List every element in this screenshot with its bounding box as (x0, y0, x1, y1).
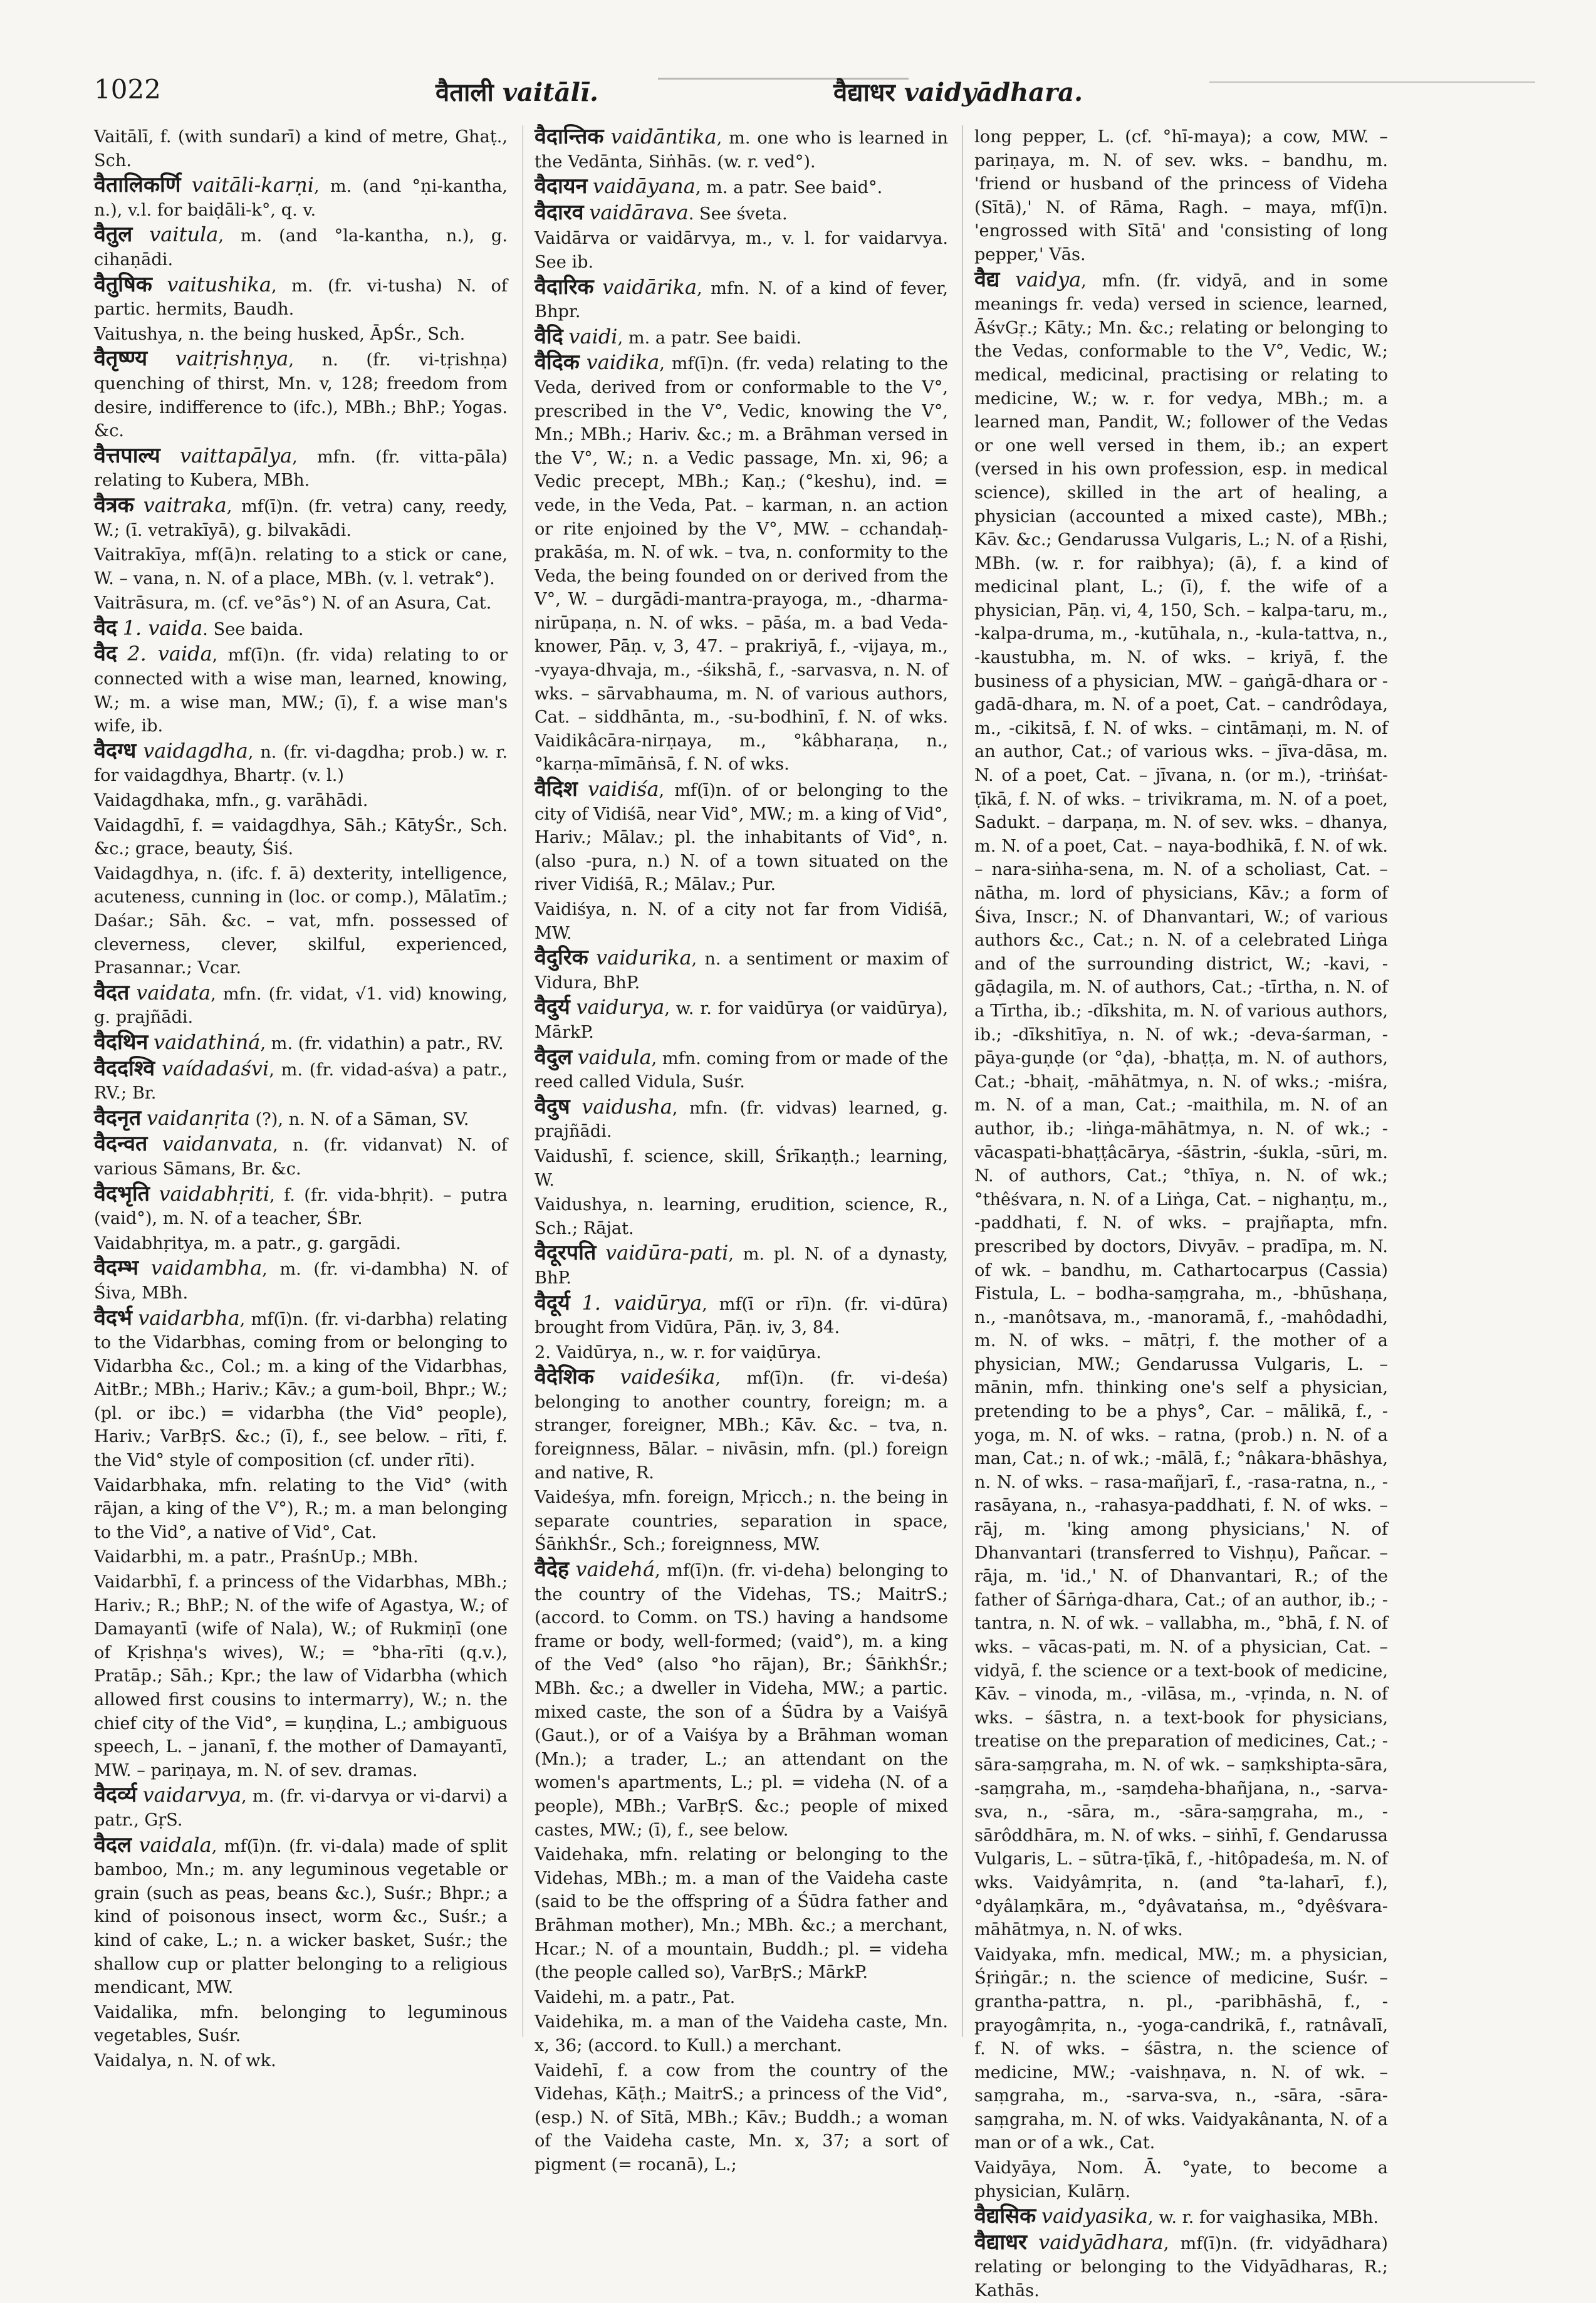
entry-definition: , mf(ī)n. (fr. vi-darbha) relating to the Vidarbhas, coming from or belonging to Vidarbha &c., Col.; m. a king of the Vidarbhas, AitBr.; MBh.; Hariv.; Kāv.; a gum-boil, Bhpr.; W.; (pl. or ibc.) = vidarbha (the Vid° people), Hariv.; VarBṛS. &c.; (ī), f., see below. – rīti, f. the Vid° style of composition (cf. under rīti). (94, 1309, 508, 1471)
entry-definition: , mfn. (fr. vidyā, and in some meanings fr. veda) versed in science, learned, ĀśvGṛ.; Kāty.; Mn. &c.; relating or belonging to the Vedas, conformable to the V°, Vedic, W.; medical, medicinal, practising or relating to medicine, W.; w. r. for vedya, MBh.; m. a learned man, Pandit, W.; follower of the Vedas or one well versed in them, ib.; an expert (versed in his own profession, esp. in medical science), skilled in the art of healing, a physician (accounted a mixed caste), MBh.; Kāv. &c.; Gendarussa Vulgaris, L.; N. of a Ṛishi, MBh. (w. r. for raibhya); (ā), f. a kind of medicinal plant, L.; (ī), f. the wife of a physician, Pāṇ. vi, 4, 150, Sch. – kalpa-taru, m., -kalpa-druma, m., -kutūhala, n., -kula-tattva, n., -kaustubha, m. N. of wks. – kriyā, f. the business of a physician, MW. – gaṅgā-dhara or -gadā-dhara, m. N. of a poet, Cat. – candrôdaya, m., -cikitsā, f. N. of wks. – cintāmaṇi, m. N. of an author, Cat.; of various wks. – jīva-dāsa, m. N. of a poet, Cat. – jīvana, n. (or m.), -triṅśat-ṭīkā, f. N. of wks. – trivikrama, m. N. of a poet, Sadukt. – darpaṇa, m. N. of sev. wks. – dhanya, m. N. of a poet, Cat. – naya-bodhikā, f. N. of wk. – nara-siṅha-sena, m. N. of a scholiast, Cat. – nātha, m. lord of physicians, Kāv.; a form of Śiva, Inscr.; N. of Dhanvantari, W.; of various authors &c., Cat.; n. N. of a celebrated Liṅga and of the surrounding district, W.; -kavi, -gāḍagila, m. N. of authors, Cat.; -tīrtha, n. N. of a Tīrtha, ib.; -dīkshita, m. N. of various authors, ib.; -dīkshitīya, n. N. of wk.; -deva-śarman, -pāya-guṇḍe (or °ḍa), -bhaṭṭa, m. N. of authors, Cat.; -bhaiṭ, -māhātmya, n. N. of wks.; -miśra, m. N. of a man, Cat.; -maithila, m. N. of an author, ib.; -liṅga-māhātmya, n. N. of wk.; -vācaspati-bhaṭṭâcārya, -śāstrin, -śukla, -sūri, m. N. of authors, Cat.; °thīya, n. N. of wk.; °thêśvara, n. N. of a Liṅga, Cat. – nighaṇṭu, m., -paddhati, f. N. of wks. – prajñapta, mfn. prescribed by doctors, Divyāv. – pradīpa, m. N. of wk. – bandhu, m. Cathartocarpus (Cassia) Fistula, L. – bodha-saṃgraha, m., -bhūshaṇa, n., -manôtsava, m., -manoramā, f., -mahôdadhi, m. N. of wks. – mātṛi, f. the mother of a physician, MW.; Gendarussa Vulgaris, L. – mānin, mfn. thinking one's self a physician, pretending to be a phys°, Car. – mālikā, f., -yoga, m. N. of wks. – ratna, (prob.) n. N. of a man, Cat.; n. of wk.; -mālā, f.; °nâkara-bhāshya, n. N. of wks. – rasa-mañjarī, f., -rasa-ratna, n., -rasāyana, n., -rahasya-paddhati, f. N. of wks. – rāj, m. 'king among physicians,' N. of Dhanvantari (transferred to Vishṇu), Pañcar. – rāja, m. 'id.,' N. of Dhanvantari, R.; of the father of Śārṅga-dhara, Cat.; of an author, ib.; -tantra, n. N. of wk. – vallabha, m., °bhā, f. N. of wks. – vācas-pati, m. N. of a physician, Cat. – vidyā, f. the science or a text-book of medicine, Kāv. – vinoda, m., -vilāsa, m., -vṛinda, n. N. of wks. – śāstra, n. a text-book for physicians, treatise on the preparation of medicines, Cat.; -sāra-saṃgraha, m. N. of wk. – saṃkshipta-sāra, -saṃgraha, m., -saṃdeha-bhañjana, n., -sarva-sva, n., -sāra, m., -sāra-saṃgraha, m., -sārôddhāra, m. N. of wks. – siṅhī, f. Gendarussa Vulgaris, L. – sūtra-ṭīkā, f., -hitôpadeśa, m. N. of wks. Vaidyâmṛita, n. (and °ta-laharī, f.), °dyâlaṃkāra, m., °dyâvataṅsa, m., °dyêśvara-māhātmya, n. N. of wks. (974, 271, 1388, 1940)
entry-definition: , m. (and °la-kantha, n.), g. cihaṇādi. (94, 226, 508, 269)
entry-headword-devanagari: वैदग्ध (94, 738, 137, 763)
entry-definition: Vaidushī, f. science, skill, Śrīkaṇṭh.; learning, W. (535, 1146, 948, 1190)
entry-headword-devanagari: वैदारव (535, 199, 584, 225)
left-headword-transliteration: vaitālī. (502, 78, 598, 107)
entry-definition: Vaidārva or vaidārvya, m., v. l. for vaidarvya. See ib. (535, 229, 948, 272)
dictionary-entry (974, 1943, 1388, 2155)
dictionary-entry (94, 814, 508, 861)
entry-definition: Vaidarbhi, m. a patr., PraśnUp.; MBh. (94, 1547, 419, 1567)
entry-headword-transliteration: vaidārika (602, 274, 697, 299)
entry-definition: , mfn. (fr. vidat, √1. vid) knowing, g. prajñādi. (94, 984, 508, 1028)
dictionary-entry (535, 946, 948, 995)
entry-definition: , n. (fr. vi-dagdha; prob.) w. r. for vaidagdhya, Bhartṛ. (v. l.) (94, 742, 508, 786)
entry-definition: Vaidarbhī, f. a princess of the Vidarbhas, MBh.; Hariv.; R.; BhP.; N. of the wife of Agastya, W.; of Damayantī (wife of Nala), W.; of Rukmiṇī (one of Kṛishṇa's wives), W.; = °bha-rīti (q.v.), Pratāp.; Sāh.; Kpr.; the law of Vidarbha (which allowed first cousins to intermarry), W.; n. the chief city of the Vid°, = kuṇḍina, L.; ambiguous speech, L. – jananī, f. the mother of Damayantī, MW. – pariṇaya, m. N. of sev. dramas. (94, 1572, 508, 1780)
dictionary-entry (535, 1843, 948, 1985)
entry-definition: long pepper, L. (cf. °hī-maya); a cow, MW. – pariṇaya, m. N. of sev. wks. – bandhu, m. 'friend or husband of the princess of Videha (Sītā),' N. of Rāma, Ragh. – maya, mf(ī)n. 'engrossed with Sītā' and 'consisting of long pepper,' Vās. (974, 127, 1388, 264)
dictionary-entry (94, 1783, 508, 1832)
page-number: 1022 (94, 74, 161, 105)
dictionary-entry (94, 1057, 508, 1105)
entry-headword-transliteration: vaidanṛita (146, 1105, 250, 1130)
entry-headword-devanagari: वैदायन (535, 174, 588, 199)
entry-definition: Vaidehika, m. a man of the Vaideha caste, Mn. x, 36; (accord. to Kull.) a merchant. (535, 2012, 948, 2055)
entry-headword-devanagari: वैदूर्य (535, 1290, 570, 1315)
entry-definition: Vaidalya, n. N. of wk. (94, 2050, 276, 2071)
entry-headword-devanagari: वैद (94, 615, 117, 640)
dictionary-entry (94, 981, 508, 1030)
entry-headword-devanagari: वैतुल (94, 222, 133, 248)
entry-headword-devanagari: वैदर्व्य (94, 1782, 137, 1808)
column-divider (962, 125, 963, 2037)
dictionary-entry (94, 1132, 508, 1181)
entry-definition: Vaidyāya, Nom. Ā. °yate, to become a physician, Kulārṇ. (974, 2158, 1388, 2201)
dictionary-entry (94, 2049, 508, 2073)
dictionary-entry (974, 125, 1388, 267)
entry-headword-transliteration: vaidusha (582, 1094, 672, 1119)
entry-definition: , mf(ī)n. (fr. vi-deśa) belonging to another country, foreign; m. a stranger, foreigner, MBh.; Kāv. &c. – tva, n. foreignness, Bālar. – nivāsin, mfn. (pl.) foreign and native, R. (535, 1369, 948, 1483)
entry-definition: Vaidiśya, n. N. of a city not far from Vidiśā, MW. (535, 900, 948, 943)
entry-definition: Vaitrakīya, mf(ā)n. relating to a stick or cane, W. – vana, n. N. of a place, MBh. (v. l. vetrak°). (94, 545, 508, 588)
right-headword-devanagari: वैद्याधर (833, 78, 895, 107)
entry-headword-transliteration: vaidāntika (610, 125, 717, 149)
entry-headword-transliteration: 2. vaida (127, 642, 212, 666)
dictionary-entry (535, 175, 948, 200)
entry-headword-transliteration: vaitushika (167, 272, 271, 296)
entry-definition: , m. (and °ṇi-kantha, n.), v.l. for baiḍāli-k°, q. v. (94, 177, 508, 220)
entry-headword-transliteration: vaidiśa (587, 777, 659, 802)
entry-headword-devanagari: वैदम्भ (94, 1255, 139, 1281)
entry-headword-devanagari: वैदल (94, 1832, 132, 1857)
entry-definition: , mf(ī)n. of or belonging to the city of Vidiśā, near Vid°, MW.; m. a king of Vid°, Hariv.; Mālav.; pl. the inhabitants of Vid°, n. (also -pura, n.) N. of a town situated on the river Vidiśā, R.; Mālav.; Pur. (535, 781, 948, 895)
dictionary-entry (94, 1256, 508, 1305)
entry-headword-transliteration: vaidehá (575, 1557, 655, 1582)
entry-headword-transliteration: vaidāyana (593, 174, 696, 199)
entry-headword-transliteration: vaitṛishṇya (175, 347, 289, 371)
dictionary-entry (94, 125, 508, 172)
entry-headword-devanagari: वैदिश (535, 776, 578, 802)
dictionary-entry (94, 862, 508, 980)
entry-headword-transliteration: vaidūra-pati (605, 1241, 729, 1265)
entry-definition: Vaidarbhaka, mfn. relating to the Vid° (with rājan, a king of the V°), R.; m. a man belonging to the Vid°, a native of Vid°, Cat. (94, 1475, 508, 1542)
dictionary-entry (535, 1558, 948, 1842)
dictionary-entry (94, 1474, 508, 1545)
entry-headword-transliteration: vaidabhṛiti (159, 1181, 270, 1206)
entry-headword-transliteration: vaidurya (576, 995, 665, 1020)
entry-headword-devanagari: वैतालिकर्णि (94, 172, 181, 198)
entry-definition: Vaidehī, f. a cow from the country of the Videhas, Kāṭh.; MaitrS.; a princess of the Vid°, (esp.) N. of Sītā, MBh.; Kāv.; Buddh.; a woman of the Vaideha caste, Mn. x, 37; a sort of pigment (= rocanā), L.; (535, 2060, 948, 2175)
entry-headword-transliteration: vaitula (149, 222, 219, 247)
entry-headword-devanagari: वैदान्तिक (535, 124, 604, 149)
entry-definition: 2. Vaidūrya, n., w. r. for vaiḍūrya. (535, 1342, 821, 1362)
dictionary-entry (535, 898, 948, 945)
entry-headword-devanagari: वैदन्वत (94, 1131, 148, 1157)
entry-headword-transliteration: vaidarvya (142, 1783, 242, 1807)
dictionary-entry (535, 1145, 948, 1192)
entry-headword-transliteration: vaidata (136, 980, 211, 1005)
entry-definition: Vaidehaka, mfn. relating or belonging to the Videhas, MBh.; m. a man of the Vaideha caste (said to be the offspring of a Śūdra father and Brāhman mother), Mn.; MBh. &c.; a merchant, Hcar.; N. of a mountain, Buddh.; pl. = videha (the people called so), VarBṛS.; MārkP. (535, 1845, 948, 1983)
dictionary-entry (535, 1046, 948, 1094)
entry-headword-devanagari: वैदभृति (94, 1181, 150, 1206)
left-headword-devanagari: वैताली (436, 78, 494, 107)
dictionary-entry (94, 347, 508, 442)
entry-headword-devanagari: वैदेशिक (535, 1364, 594, 1390)
entry-headword-transliteration: vaidambha (150, 1256, 263, 1280)
dictionary-entry (94, 1307, 508, 1473)
entry-definition: , mfn. coming from or made of the reed called Vidula, Suśr. (535, 1048, 948, 1092)
right-running-headword (833, 74, 1083, 108)
entry-headword-transliteration: vaidarbha (138, 1305, 240, 1330)
dictionary-entry (94, 1545, 508, 1569)
entry-headword-transliteration: vaidārava (589, 200, 689, 224)
entry-headword-devanagari: वैदेह (535, 1557, 570, 1582)
dictionary-entry (535, 1986, 948, 2010)
dictionary-entry (974, 268, 1388, 1942)
entry-definition: Vaidushya, n. learning, erudition, science, R., Sch.; Rājat. (535, 1195, 948, 1238)
dictionary-entry (535, 125, 948, 174)
dictionary-entry (94, 1031, 508, 1056)
dictionary-entry (94, 1107, 508, 1132)
entry-definition: , m. a patr. See baidi. (617, 328, 802, 348)
entry-headword-transliteration: vaidula (577, 1045, 652, 1069)
entry-definition: , m. (fr. vidad-aśva) a patr., RV.; Br. (94, 1060, 508, 1104)
entry-definition: , mf(ī)n. (fr. vidyādhara) relating or belonging to the Vidyādharas, R.; Kathās. (974, 2233, 1388, 2301)
entry-definition: Vaitushya, n. the being husked, ĀpŚr., Sch. (94, 324, 466, 344)
right-headword-transliteration: vaidyādhara. (904, 78, 1083, 107)
dictionary-entry (974, 2231, 1388, 2303)
dictionary-entry (94, 617, 508, 642)
entry-headword-devanagari: वैदि (535, 323, 563, 349)
entry-definition: Vaidalika, mfn. belonging to leguminous vegetables, Suśr. (94, 2002, 508, 2046)
entry-definition: , mf(ī)n. (fr. veda) relating to the Veda, derived from or conformable to the V°, prescribed in the V°, Vedic, knowing the V°, Mn.; MBh.; Hariv. &c.; m. a Brāhman versed in the V°, W.; n. a Vedic passage, Mn. xi, 96; a Vedic precept, MBh.; Kaṇ.; (°keshu), ind. = vede, in the Veda, Pat. – karman, n. an action or rite enjoined by the V°, MW. – cchandaḥ-prakāśa, m. N. of wk. – tva, n. conformity to the Veda, the being founded on or derived from the V°, W. – durgādi-mantra-prayoga, m., -dharma-nirūpaṇa, n. N. of wks. – pāśa, m. a bad Veda-knower, Pāṇ. v, 3, 47. – prakriyā, f., -vijaya, m., -vyaya-dhvaja, m., -śikshā, f., -sarvasva, n. N. of wks. – sārvabhauma, m. N. of various authors, Cat. – siddhānta, m., -su-bodhinī, f. N. of wks. Vaidikâcāra-nirṇaya, m., °kâbharaṇa, n., °karṇa-mīmāṅsā, f. N. of wks. (535, 354, 948, 775)
entry-definition: . See śveta. (688, 204, 788, 224)
entry-headword-devanagari: वैदत (94, 979, 130, 1005)
entry-headword-transliteration: vaidurika (596, 946, 692, 970)
page-header (94, 74, 1516, 118)
dictionary-entry (535, 325, 948, 350)
dictionary-entry (535, 2010, 948, 2057)
entry-definition: Vaidehi, m. a patr., Pat. (535, 1987, 736, 2007)
dictionary-entry (94, 543, 508, 590)
entry-headword-transliteration: 1. vaidūrya (582, 1290, 702, 1315)
entry-headword-transliteration: vaittapālya (179, 443, 293, 467)
dictionary-entry (535, 1486, 948, 1557)
entry-headword-devanagari: वैत्तपाल्य (94, 442, 160, 468)
entry-definition: , n. (fr. vidanvat) N. of various Sāmans, Br. &c. (94, 1136, 508, 1179)
dictionary-entry (94, 494, 508, 542)
entry-headword-transliteration: vaidagdha (143, 738, 248, 763)
entry-definition: , mfn. (fr. vitta-pāla) relating to Kubera, MBh. (94, 447, 508, 491)
entry-headword-devanagari: वैद्याधर (974, 2229, 1027, 2255)
dictionary-entry (94, 1183, 508, 1231)
entry-definition: Vaidagdhya, n. (ifc. f. ā) dexterity, intelligence, acuteness, cunning in (loc. or comp.), Mālatīm.; Daśar.; Sāh. &c. – vat, mfn. possessed of cleverness, clever, skilful, experienced, Prasannar.; Vcar. (94, 864, 508, 978)
dictionary-entry (94, 592, 508, 615)
dictionary-entry (94, 1232, 508, 1256)
entry-definition: , m. (fr. vidathin) a patr., RV. (260, 1033, 504, 1053)
dictionary-entry (535, 2059, 948, 2177)
dictionary-entry (94, 642, 508, 738)
dictionary-entry (535, 1341, 948, 1365)
entry-headword-transliteration: vaidanvata (162, 1132, 273, 1156)
entry-headword-devanagari: वैदुर्य (535, 995, 570, 1020)
entry-headword-transliteration: vaidala (138, 1832, 212, 1857)
dictionary-entry (94, 1570, 508, 1782)
entry-definition: , m. (fr. vi-tusha) N. of partic. hermits, Baudh. (94, 276, 508, 320)
entry-definition: , f. (fr. vida-bhṛit). – putra (vaid°), m. N. of a teacher, ŚBr. (94, 1185, 508, 1229)
entry-definition: , m. a patr. See baid°. (695, 178, 883, 198)
entry-headword-transliteration: vaidyādhara (1038, 2230, 1164, 2254)
entry-definition: , mfn. N. of a kind of fever, Bhpr. (535, 278, 948, 322)
dictionary-entry (94, 273, 508, 321)
dictionary-entry (535, 1366, 948, 1485)
dictionary-entry (535, 351, 948, 776)
dictionary-entry (535, 778, 948, 897)
entry-headword-devanagari: वैदुल (535, 1044, 573, 1070)
entry-headword-transliteration: vaidika (586, 350, 660, 375)
entry-headword-transliteration: vaídadaśvi (161, 1056, 269, 1080)
entry-definition: , mfn. (fr. vidvas) learned, g. prajñādi. (535, 1098, 948, 1142)
entry-headword-transliteration: vaitāli-karṇi (191, 173, 314, 197)
dictionary-entry (535, 201, 948, 226)
entry-definition: , m. one who is learned in the Vedānta, Siṅhās. (w. r. ved°). (535, 128, 948, 172)
dictionary-entry (535, 1095, 948, 1144)
entry-headword-devanagari: वैदथिन (94, 1029, 149, 1055)
dictionary-entry (535, 227, 948, 274)
entry-definition: Vaidagdhaka, mfn., g. varāhādi. (94, 791, 368, 811)
entry-definition: Vaideśya, mfn. foreign, Mṛicch.; n. the being in separate countries, separation in space, ŚāṅkhŚr., Sch.; foreignness, MW. (535, 1488, 948, 1555)
dictionary-entry (94, 444, 508, 493)
entry-definition: , w. r. for vaighasika, MBh. (1148, 2208, 1379, 2228)
entry-headword-transliteration: vaideśika (620, 1365, 716, 1389)
entry-headword-devanagari: वैदिक (535, 350, 580, 375)
dictionary-entry (94, 739, 508, 788)
entry-definition: Vaidyaka, mfn. medical, MW.; m. a physician, Śṛiṅgār.; n. the science of medicine, Suśr. – grantha-pattra, n. pl., -paribhāshā, f., -prayogâmṛita, n., -yoga-candrikā, f., ratnâvalī, f. N. of wks. – śāstra, n. the science of medicine, MW.; -vaishṇava, n. N. of wk. – saṃgraha, m., -sarva-sva, n., -sāra, -sāra-saṃgraha, m. N. of wks. Vaidyakânanta, N. of a man or of a wk., Cat. (974, 1945, 1388, 2153)
dictionary-entry (94, 323, 508, 347)
entry-headword-transliteration: vaidathiná (154, 1030, 261, 1054)
dictionary-entry (94, 789, 508, 813)
column-2 (535, 124, 948, 2175)
dictionary-entry (535, 1241, 948, 1290)
entry-definition: , mf(ī)n. (fr. vida) relating to or connected with a wise man, learned, knowing, W.; m. a wise man, MW.; (ī), f. a wise man's wife, ib. (94, 645, 508, 736)
entry-headword-devanagari: वैददश्वि (94, 1055, 155, 1081)
entry-definition: , m. (fr. vi-darvya or vi-darvi) a patr., GṛS. (94, 1787, 508, 1830)
dictionary-entry (535, 1292, 948, 1340)
entry-definition: , mf(ī)n. (fr. vetra) cany, reedy, W.; (ī. vetrakīyā), g. bilvakādi. (94, 496, 508, 540)
dictionary-entry (535, 276, 948, 324)
entry-headword-devanagari: वैदुष (535, 1094, 570, 1119)
entry-headword-devanagari: वैदूरपति (535, 1240, 597, 1266)
entry-definition: , n. (fr. vi-tṛishṇa) quenching of thirst, Mn. v, 128; freedom from desire, indifference to (ifc.), MBh.; BhP.; Yogas. &c. (94, 350, 508, 441)
entry-definition: , w. r. for vaidūrya (or vaidūrya), MārkP. (535, 999, 948, 1042)
entry-headword-devanagari: वैदारिक (535, 274, 594, 300)
entry-definition: (?), n. N. of a Sāman, SV. (249, 1109, 469, 1129)
entry-headword-transliteration: vaitraka (143, 493, 227, 517)
dictionary-entry (94, 1834, 508, 2000)
dictionary-entry (94, 223, 508, 271)
entry-headword-devanagari: वैतृष्ण्य (94, 346, 148, 372)
entry-definition: Vaidagdhī, f. = vaidagdhya, Sāh.; KātyŚr., Sch. &c.; grace, beauty, Śiś. (94, 815, 508, 859)
entry-headword-transliteration: vaidyasika (1041, 2204, 1149, 2228)
entry-definition: Vaidabhṛitya, m. a patr., g. gargādi. (94, 1233, 402, 1253)
dictionary-entry (535, 1193, 948, 1240)
left-running-headword (436, 74, 598, 108)
dictionary-entry (94, 2001, 508, 2048)
entry-definition: Vaitrāsura, m. (cf. ve°ās°) N. of an Asura, Cat. (94, 593, 492, 614)
entry-headword-devanagari: वैदनृत (94, 1105, 142, 1131)
entry-definition: , m. (fr. vi-dambha) N. of Śiva, MBh. (94, 1260, 508, 1303)
entry-headword-devanagari: वैत्रक (94, 492, 134, 518)
entry-headword-transliteration: 1. vaida (122, 615, 203, 640)
entry-headword-transliteration: vaidi (568, 324, 618, 348)
entry-headword-devanagari: वैद्य (974, 266, 1000, 292)
column-3 (974, 125, 1388, 2301)
entry-definition: , mf(ī)n. (fr. vi-deha) belonging to the country of the Videhas, TS.; MaitrS.; (accord. to Comm. on TS.) having a handsome frame or body, well-formed; (vaid°), m. a king of the Ved° (also °ho rājan), Br.; ŚāṅkhŚr.; MBh. &c.; a dweller in Videha, MW.; a partic. mixed caste, the son of a Śūdra by a Vaiśyā (Gaut.), or of a Vaiśya by a Brāhman woman (Mn.); a trader, L.; an attendant on the women's apartments, L.; pl. = videha (N. of a people), MBh.; VarBṛS. &c.; people of mixed castes, MW.; (ī), f., see below. (535, 1561, 948, 1840)
dictionary-entry (974, 2156, 1388, 2203)
header-rule (1209, 81, 1535, 83)
entry-headword-devanagari: वैद (94, 641, 117, 667)
entry-headword-devanagari: वैदुरिक (535, 945, 588, 971)
column-1 (94, 125, 508, 2071)
entry-headword-devanagari: वैद्यसिक (974, 2203, 1036, 2229)
entry-definition: , mf(ī or rī)n. (fr. vi-dūra) brought from Vidūra, Pāṇ. iv, 3, 84. (535, 1294, 948, 1338)
dictionary-entry (974, 2205, 1388, 2230)
entry-definition: , m. pl. N. of a dynasty, BhP. (535, 1245, 948, 1288)
entry-headword-devanagari: वैदर्भ (94, 1305, 132, 1330)
entry-definition: . See baida. (202, 619, 304, 639)
dictionary-entry (94, 174, 508, 222)
entry-definition: Vaitālī, f. (with sundarī) a kind of metre, Ghaṭ., Sch. (94, 127, 508, 170)
entry-definition: , mf(ī)n. (fr. vi-dala) made of split bamboo, Mn.; m. any leguminous vegetable or grain (such as peas, beans &c.), Suśr.; Bhpr.; a kind of poisonous insect, worm &c., Suśr.; a kind of cake, L.; n. a wicker basket, Suśr.; the shallow cup or platter belonging to a religious mendicant, MW. (94, 1836, 508, 1998)
entry-definition: , n. a sentiment or maxim of Vidura, BhP. (535, 949, 948, 993)
entry-headword-transliteration: vaidya (1015, 267, 1082, 291)
dictionary-entry (535, 996, 948, 1044)
entry-headword-devanagari: वैतुषिक (94, 271, 152, 297)
